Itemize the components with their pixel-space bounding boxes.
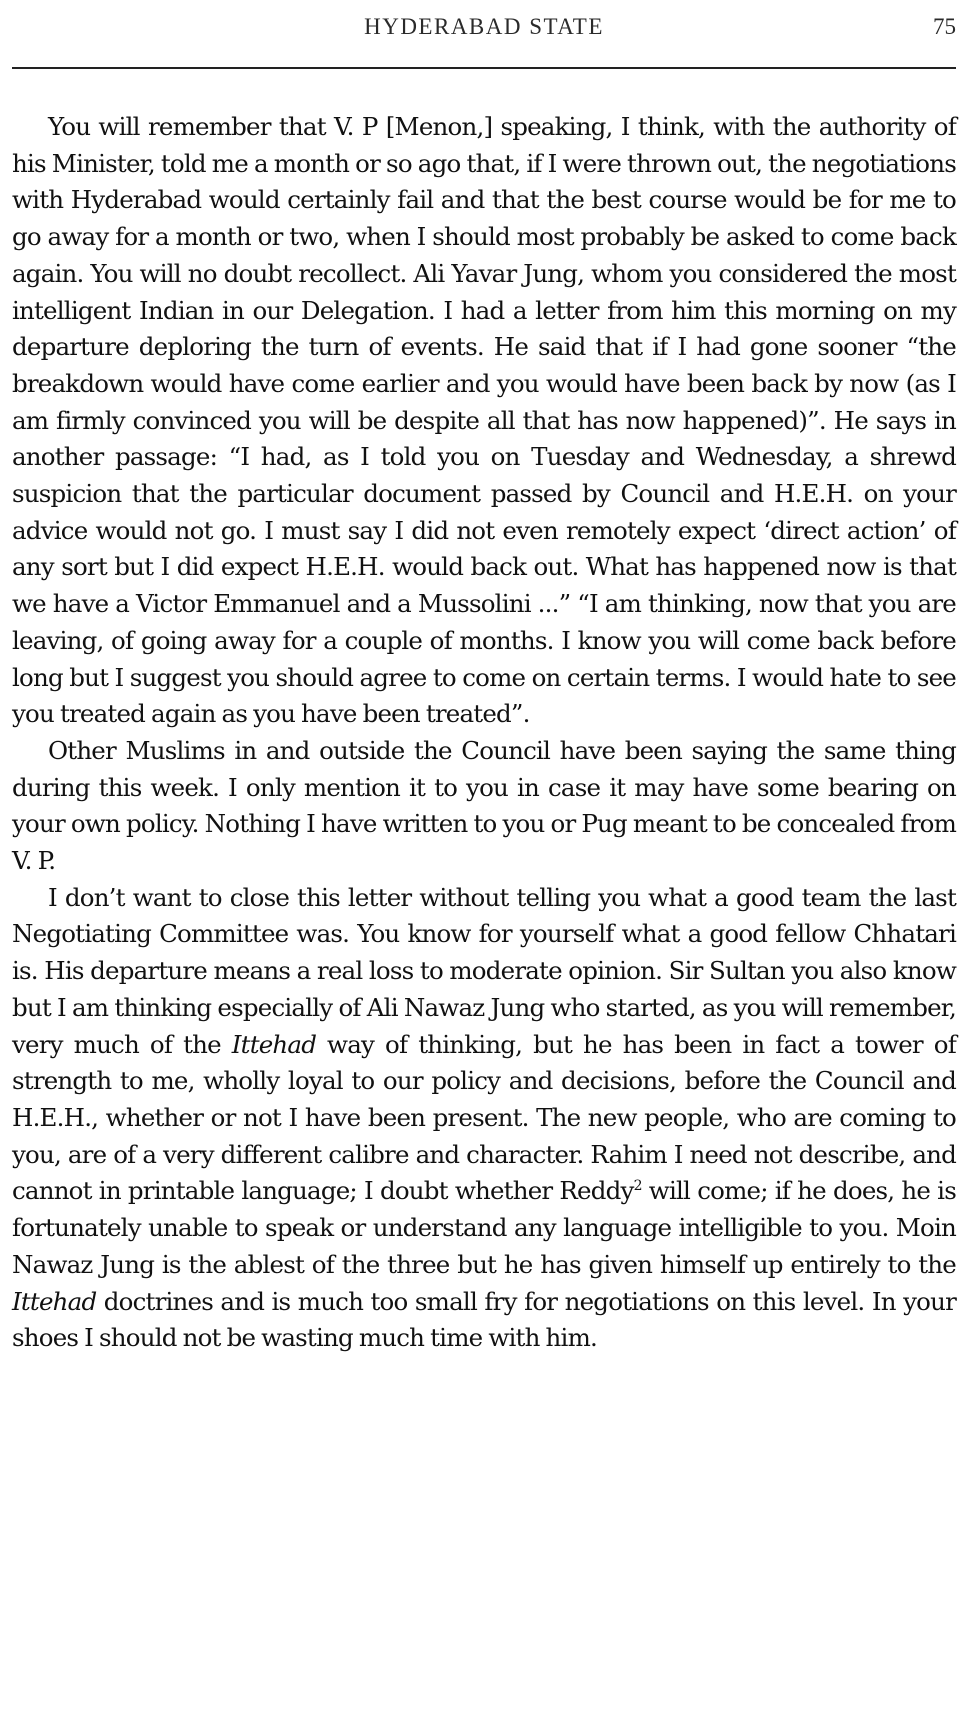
- italic-term: Ittehad: [231, 1029, 317, 1059]
- footnote-marker: 2: [633, 1178, 642, 1195]
- running-head: HYDERABAD STATE: [364, 14, 604, 39]
- body-text: [12, 109, 956, 1357]
- paragraph-text: You will remember that V. P [Menon,] speaking, I think, with the authority of his Minister, told me a month or so ago that, if I were thrown out, the negotiations with Hyderabad would certainly fail and that the best course would be for me to go away for a month or two, when I should most probably be asked to come back again. You will no doubt recollect. Ali Yavar Jung, whom you considered the most intelligent Indian in our Delegation. I had a letter from him this morning on my departure deploring the turn of events. He said that if I had gone sooner “the breakdown would have come earlier and you would have been back by now (as I am firmly convinced you will be despite all that has now happened)”. He says in another passage: “I had, as I told you on Tuesday and Wednesday, a shrewd suspicion that the particular document passed by Council and H.E.H. on your advice would not go. I must say I did not even remotely expect ‘direct action’ of any sort but I did expect H.E.H. would back out. What has happened now is that we have a Victor Emmanuel and a Mussolini ...” “I am thinking, now that you are leaving, of going away for a couple of months. I know you will come back before long but I suggest you should agree to come on certain terms. I would hate to see you treated again as you have been treated”.: [12, 112, 956, 729]
- paragraph-text: Other Muslims in and outside the Council have been saying the same thing during this week. I only mention it to you in case it may have some bearing on your own policy. Nothing I have written to you or Pug meant to be concealed from V. P.: [12, 735, 956, 876]
- paragraph-text: doctrines and is much too small fry for negotiations on this level. In your shoes I should not be wasting much time with him.: [12, 1286, 956, 1353]
- paragraph-text: I don’t want to close this letter without telling you what a good team the last Negotiating Committee was. You know for yourself what a good fellow Chhatari is. His departure means a real loss to moderate opinion. Sir Sultan you also know but I am thinking especially of Ali Nawaz Jung who started, as you will remember, very much of the: [12, 882, 956, 1059]
- italic-term: Ittehad: [12, 1286, 97, 1316]
- paragraph-2: [12, 733, 956, 880]
- paragraph-1: [12, 109, 956, 733]
- paragraph-3: [12, 880, 956, 1357]
- paragraph-text: way of thinking, but he has been in fact a tower of strength to me, wholly loyal to our policy and decisions, before the Council and H.E.H., whether or not I have been present. The new people, who are coming to you, are of a very different calibre and character. Rahim I need not describe, and cannot in printable language; I doubt whether Reddy: [12, 1029, 957, 1206]
- paragraph-text: will come; if he does, he is fortunately unable to speak or understand any language intelligible to you. Moin Nawaz Jung is the ablest of the three but he has given himself up entirely to the: [12, 1176, 956, 1279]
- header-rule: [12, 67, 956, 69]
- page-header: [12, 10, 956, 44]
- page-number: 75: [933, 14, 956, 39]
